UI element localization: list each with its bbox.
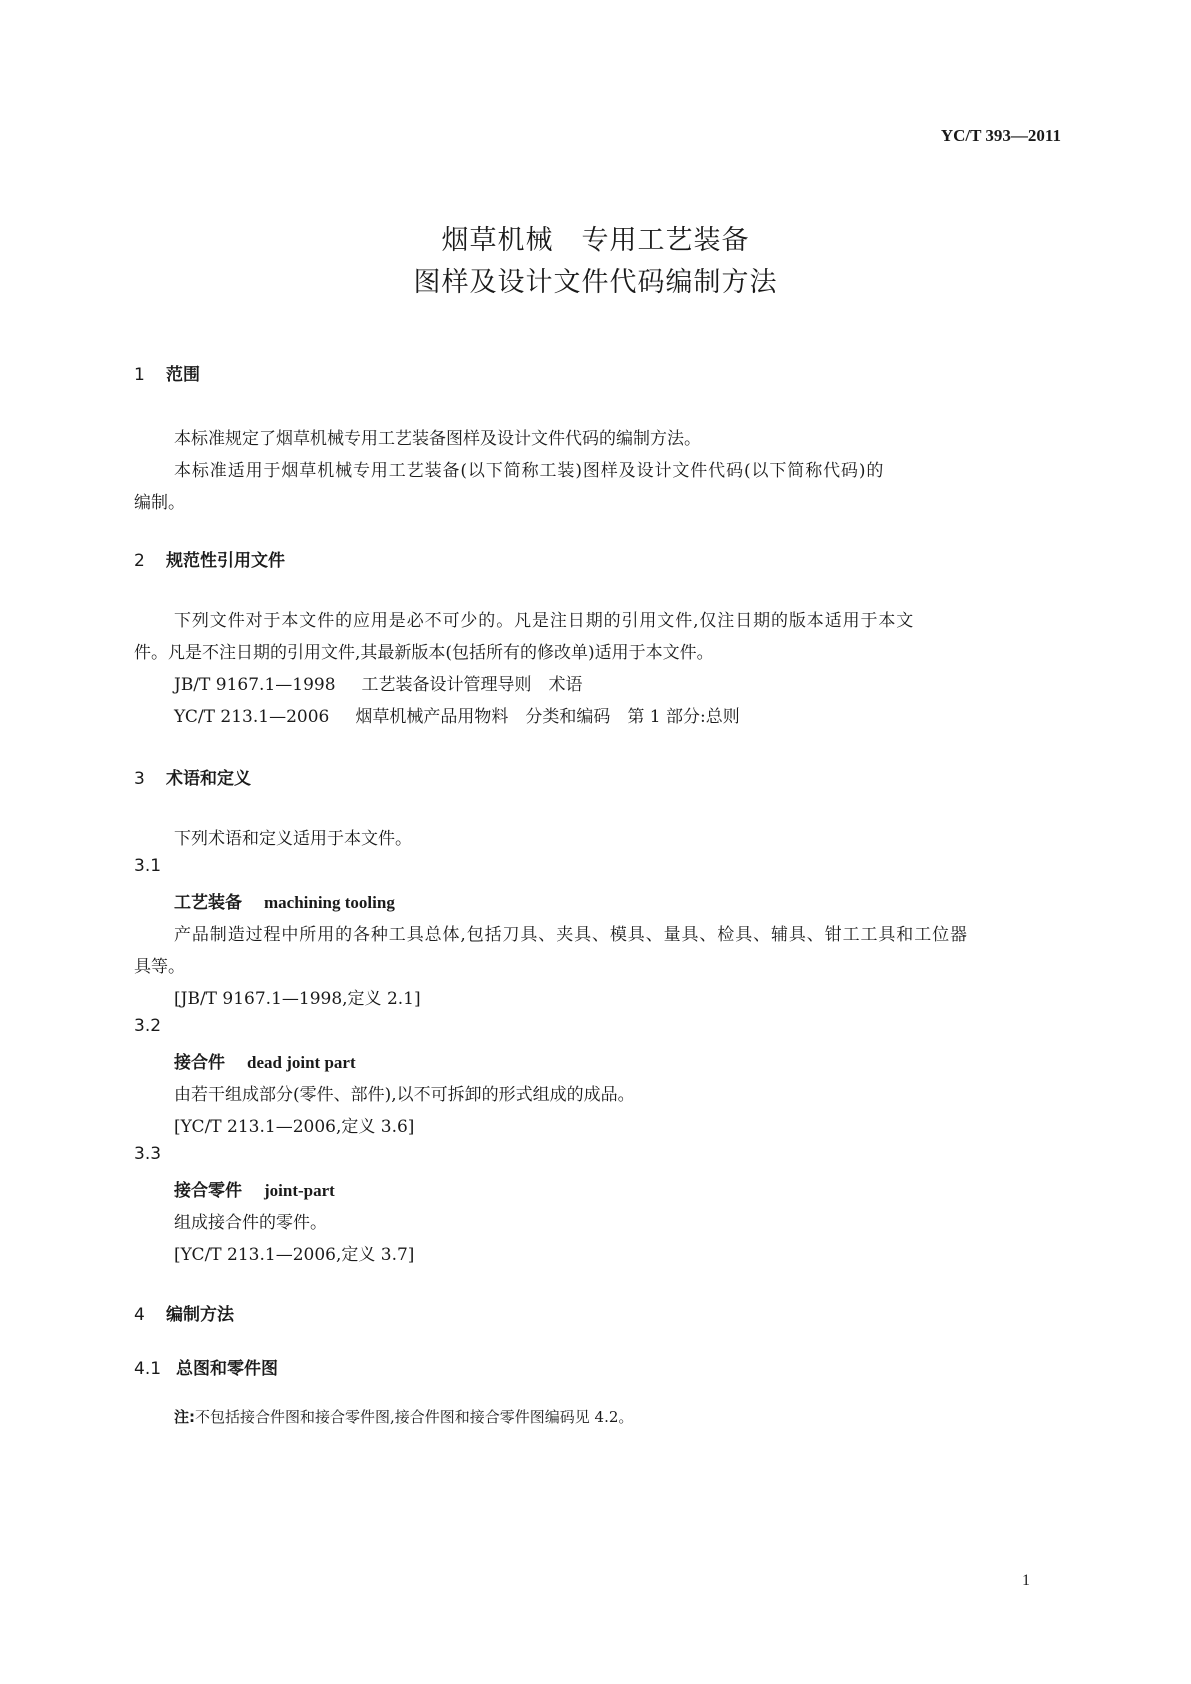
- term-definition-continuation: 具等。: [134, 957, 185, 977]
- subsection-number: 4.1: [134, 1359, 162, 1379]
- term-entry: [174, 1176, 335, 1201]
- term-definition: 由若干组成部分(零件、部件),以不可拆卸的形式组成的成品。: [174, 1085, 635, 1105]
- page-number: 1: [1022, 1572, 1030, 1589]
- paragraph: 下列文件对于本文件的应用是必不可少的。凡是注日期的引用文件,仅注日期的版本适用于本文: [174, 611, 915, 631]
- note-text: 不包括接合件图和接合零件图,接合件图和接合零件图编码见 4.2。: [195, 1408, 634, 1426]
- term-english: dead joint part: [247, 1053, 356, 1072]
- section-2-heading: [134, 546, 285, 571]
- section-number: 4: [134, 1305, 145, 1325]
- section-number: 3: [134, 769, 145, 789]
- subsection-4-1-heading: [134, 1354, 278, 1379]
- reference-code: YC/T 213.1—2006: [174, 707, 330, 727]
- section-title: 规范性引用文件: [166, 551, 285, 571]
- paragraph-continuation: 件。凡是不注日期的引用文件,其最新版本(包括所有的修改单)适用于本文件。: [134, 643, 714, 663]
- section-1-heading: [134, 360, 200, 385]
- paragraph-continuation: 编制。: [134, 493, 185, 513]
- term-definition: 产品制造过程中所用的各种工具总体,包括刀具、夹具、模具、量具、检具、辅具、钳工工具和工位器: [174, 925, 968, 945]
- term-chinese: 接合零件: [174, 1181, 242, 1201]
- note-label: 注:: [174, 1408, 195, 1426]
- section-number: 2: [134, 551, 145, 571]
- title-line-1: 烟草机械 专用工艺装备: [441, 225, 750, 256]
- normative-reference: [174, 702, 740, 727]
- term-number: 3.1: [134, 856, 162, 876]
- term-english: machining tooling: [264, 893, 395, 912]
- term-chinese: 工艺装备: [174, 893, 242, 913]
- term-chinese: 接合件: [174, 1053, 225, 1073]
- reference-title: 烟草机械产品用物料 分类和编码 第 1 部分:总则: [355, 707, 740, 727]
- term-number: 3.3: [134, 1144, 162, 1164]
- section-title: 术语和定义: [166, 769, 251, 789]
- term-english: joint-part: [264, 1181, 335, 1200]
- title-line-2: 图样及设计文件代码编制方法: [413, 267, 778, 298]
- note: [174, 1406, 633, 1427]
- term-definition: 组成接合件的零件。: [174, 1213, 327, 1233]
- section-title: 范围: [166, 365, 200, 385]
- paragraph: 本标准适用于烟草机械专用工艺装备(以下简称工装)图样及设计文件代码(以下简称代码)的: [174, 461, 885, 481]
- paragraph: 本标准规定了烟草机械专用工艺装备图样及设计文件代码的编制方法。: [174, 429, 701, 449]
- section-title: 编制方法: [166, 1305, 234, 1325]
- section-3-heading: [134, 764, 251, 789]
- term-number: 3.2: [134, 1016, 162, 1036]
- standard-code: YC/T 393—2011: [940, 126, 1061, 145]
- term-source: [YC/T 213.1—2006,定义 3.6]: [174, 1117, 415, 1137]
- section-number: 1: [134, 365, 145, 385]
- subsection-title: 总图和零件图: [176, 1359, 278, 1379]
- term-entry: [174, 888, 395, 913]
- normative-reference: [174, 670, 583, 695]
- term-entry: [174, 1048, 356, 1073]
- term-source: [YC/T 213.1—2006,定义 3.7]: [174, 1245, 415, 1265]
- reference-title: 工艺装备设计管理导则 术语: [361, 675, 583, 695]
- section-4-heading: [134, 1300, 234, 1325]
- term-source: [JB/T 9167.1—1998,定义 2.1]: [174, 989, 421, 1009]
- reference-code: JB/T 9167.1—1998: [174, 675, 336, 695]
- paragraph: 下列术语和定义适用于本文件。: [174, 829, 412, 849]
